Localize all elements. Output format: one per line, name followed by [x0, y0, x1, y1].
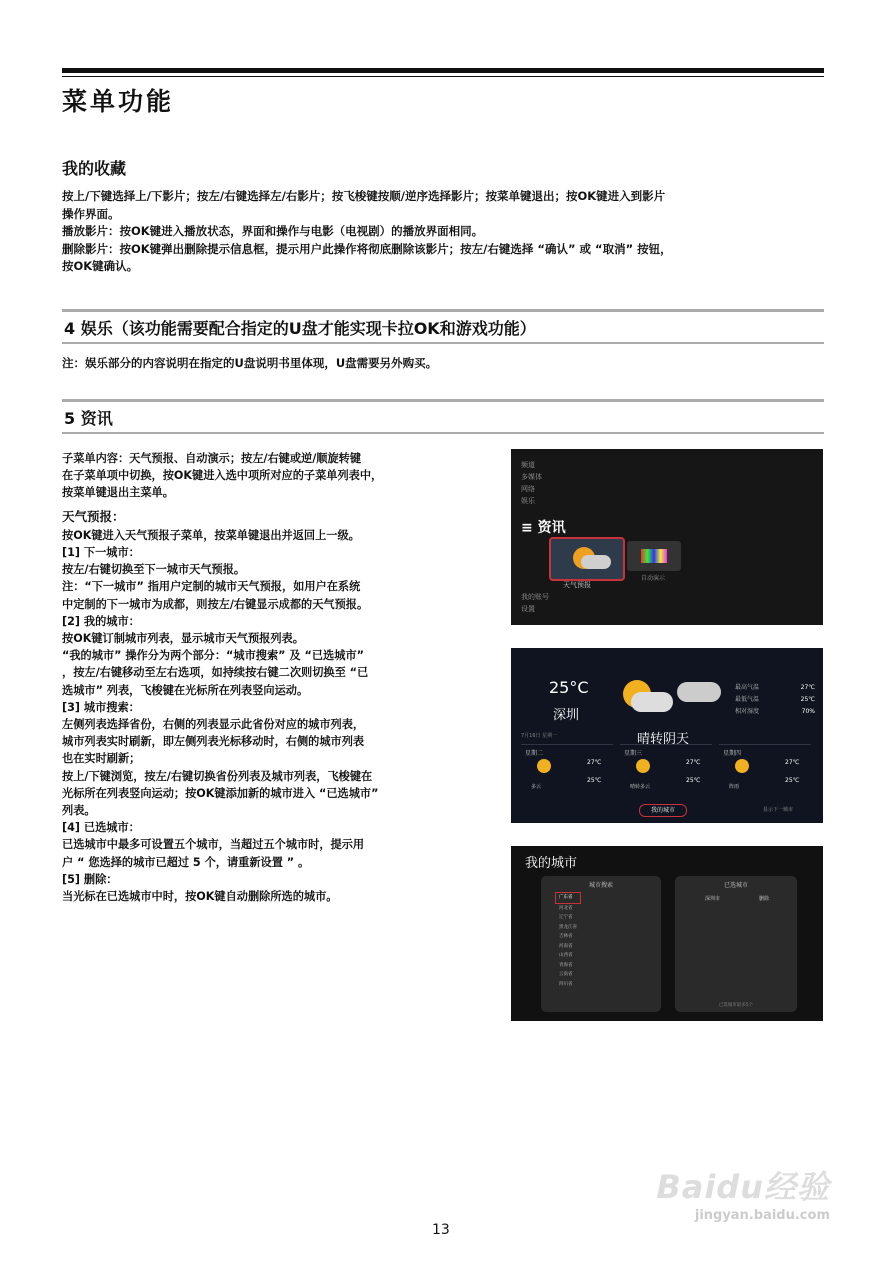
province-item[interactable]: 吉林省 [559, 934, 573, 939]
province-item[interactable]: 青海省 [559, 962, 573, 968]
sun-icon [537, 759, 551, 773]
city-search-panel [541, 876, 661, 1012]
cloud-icon [631, 692, 673, 712]
stat-row [735, 706, 815, 718]
day-high: 27℃ [686, 759, 701, 766]
weather-body-line: 按上/下键浏览，按左/右键切换省份列表及城市列表，飞梭键在 [62, 769, 373, 783]
weather-body-line: 也在实时刷新； [62, 752, 141, 766]
intro-line: 子菜单内容：天气预报、自动演示；按左/右键或逆/顺旋转键 [62, 452, 362, 465]
section-4-bar [62, 309, 824, 344]
weather-body-line: [3] 城市搜索： [62, 700, 140, 714]
my-city-title: 我的城市 [525, 856, 578, 871]
selected-city-hint: 已选城市最多5个 [718, 1003, 754, 1008]
menu-item: 设置 [521, 605, 535, 613]
menu-active-label: 资讯 [537, 520, 566, 536]
condition: 晴转阴天 [637, 732, 690, 747]
header-rule [62, 68, 824, 73]
selected-city-panel [675, 876, 797, 1012]
page-number: 13 [432, 1222, 450, 1238]
weather-body-line: 列表。 [62, 804, 96, 818]
next-city-hint: 显示下一城市 [763, 807, 794, 813]
province-item[interactable]: 黑龙江省 [559, 924, 577, 930]
stat-value: 70% [801, 708, 815, 715]
menu-item: 多媒体 [521, 473, 542, 481]
menu-item: 频道 [521, 461, 535, 469]
province-item[interactable]: 云南省 [559, 972, 573, 977]
weather-body-line: 户 “ 您选择的城市已超过 5 个，请重新设置 ” 。 [62, 855, 310, 869]
selected-city: 深圳市 [705, 896, 721, 902]
weather-body-line: 按OK键进入天气预报子菜单，按菜单键退出并返回上一级。 [62, 528, 360, 542]
weather-body-line: 注：“下一城市” 指用户定制的城市天气预报，如用户在系统 [62, 580, 361, 594]
section-4-note: 注：娱乐部分的内容说明在指定的U盘说明书里体现，U盘需要另外购买。 [62, 356, 438, 370]
tile-weather-label: 天气预报 [563, 581, 591, 589]
weather-body-line: 选城市” 列表，飞梭键在光标所在列表竖向运动。 [62, 683, 309, 697]
menu-item: 网络 [521, 485, 535, 493]
menu-item: 我的账号 [521, 593, 549, 601]
section-5-bar [62, 399, 824, 434]
delete-button[interactable]: 删除 [759, 896, 770, 902]
color-bars-icon [641, 549, 667, 563]
weather-body-line: [2] 我的城市： [62, 614, 140, 628]
day-name: 星期四 [723, 750, 742, 757]
sun-icon [636, 759, 650, 773]
favorites-body [62, 188, 827, 276]
weather-body-line: ，按左/右键移动至左右选项，如持续按右键二次则切换至 “已 [62, 666, 369, 680]
stat-label: 最高气温 [735, 684, 760, 691]
favorites-line: 按上/下键选择上/下影片；按左/右键选择左/右影片；按飞梭键按顺/逆序选择影片；按菜单键退出；按OK键进入到影片 [62, 189, 666, 203]
screenshot-weather [511, 648, 823, 823]
tile-weather [549, 537, 625, 581]
forecast-day [620, 744, 712, 797]
day-low: 25℃ [686, 777, 701, 784]
weather-body-line: 城市列表实时刷新，即左侧列表光标移动时，右侧的城市列表 [62, 735, 365, 749]
favorites-line: 按OK键确认。 [62, 259, 139, 273]
weather-body-line: 按OK键订制城市列表，显示城市天气预报列表。 [62, 632, 304, 646]
weather-body-line: 按左/右键切换至下一城市天气预报。 [62, 563, 246, 577]
day-name: 星期三 [624, 750, 643, 757]
sun-icon [735, 759, 749, 773]
stat-row [735, 682, 815, 694]
watermark-brand: Baidu经验 [656, 1168, 830, 1206]
menu-active: ≡ 资讯 [521, 520, 566, 536]
current-city: 深圳 [553, 708, 580, 723]
cloud-icon [581, 555, 611, 569]
day-name: 星期二 [525, 750, 544, 757]
date-line: 7月16日 星期一 [521, 733, 558, 739]
cloud-icon [677, 682, 721, 702]
province-item[interactable]: 广东省 [555, 892, 581, 904]
watermark-url: jingyan.baidu.com [694, 1208, 830, 1223]
intro-line: 按菜单键退出主菜单。 [62, 486, 174, 500]
stat-value: 25℃ [800, 696, 815, 703]
weather-title: 天气预报： [62, 508, 125, 524]
screenshot-menu [511, 449, 823, 625]
stat-label: 最低气温 [735, 696, 760, 703]
province-item[interactable]: 河南省 [559, 943, 573, 949]
day-desc: 多云 [531, 784, 542, 790]
forecast-day [719, 744, 811, 797]
weather-body-line: 已选城市中最多可设置五个城市，当超过五个城市时，提示用 [62, 838, 365, 852]
page-title: 菜单功能 [62, 87, 175, 116]
stat-value: 27℃ [800, 684, 815, 691]
tile-demo-label: 自动演示 [641, 575, 666, 582]
header-rule-thin [62, 76, 824, 77]
weather-body-line: 中定制的下一城市为成都，则按左/右键显示成都的天气预报。 [62, 597, 369, 611]
selected-city-title: 已选城市 [723, 882, 748, 889]
day-desc: 晴转多云 [630, 784, 651, 790]
province-item[interactable]: 四川省 [559, 981, 573, 987]
weather-body-line: 当光标在已选城市中时，按OK键自动删除所选的城市。 [62, 890, 338, 904]
my-city-button[interactable]: 我的城市 [639, 804, 687, 817]
favorites-line: 播放影片：按OK键进入播放状态，界面和操作与电影（电视剧）的播放界面相同。 [62, 224, 484, 238]
weather-body-line: [4] 已选城市： [62, 821, 140, 835]
day-desc: 阵雨 [729, 784, 740, 790]
current-temp: 25°C [549, 678, 589, 697]
intro-line: 在子菜单项中切换，按OK键进入选中项所对应的子菜单列表中， [62, 469, 383, 483]
section-4-heading: 4 娱乐（该功能需要配合指定的U盘才能实现卡拉OK和游戏功能） [64, 319, 536, 338]
day-high: 27℃ [587, 759, 602, 766]
day-low: 25℃ [785, 777, 800, 784]
weather-body-line: [5] 删除： [62, 872, 118, 886]
province-item[interactable]: 辽宁省 [559, 915, 573, 920]
province-item[interactable]: 山西省 [559, 953, 573, 958]
weather-body-line: 光标所在列表竖向运动；按OK键添加新的城市进入 “已选城市” [62, 786, 379, 800]
city-search-title: 城市搜索 [588, 882, 613, 889]
section-5-text [62, 450, 467, 905]
day-high: 27℃ [785, 759, 800, 766]
province-item[interactable]: 河北省 [559, 905, 573, 911]
favorites-title: 我的收藏 [62, 159, 127, 178]
watermark [656, 1162, 830, 1223]
favorites-line: 操作界面。 [62, 206, 120, 221]
stat-row [735, 694, 815, 706]
weather-body [62, 527, 467, 905]
weather-body-line: [1] 下一城市： [62, 546, 140, 560]
section-5-heading: 5 资讯 [64, 409, 113, 428]
screenshot-my-city [511, 846, 823, 1021]
day-low: 25℃ [587, 777, 602, 784]
weather-body-line: “我的城市” 操作分为两个部分：“城市搜索” 及 “已选城市” [62, 649, 364, 663]
stat-label: 相对湿度 [735, 708, 760, 715]
weather-body-line: 左侧列表选择省份，右侧的列表显示此省份对应的城市列表， [62, 718, 365, 732]
favorites-line: 删除影片：按OK键弹出删除提示信息框，提示用户此操作将彻底删除该影片；按左/右键选择 “确认” 或 “取消” 按钮， [62, 241, 672, 256]
menu-item: 娱乐 [521, 497, 535, 505]
tile-demo [627, 541, 681, 571]
forecast-day [521, 744, 613, 797]
